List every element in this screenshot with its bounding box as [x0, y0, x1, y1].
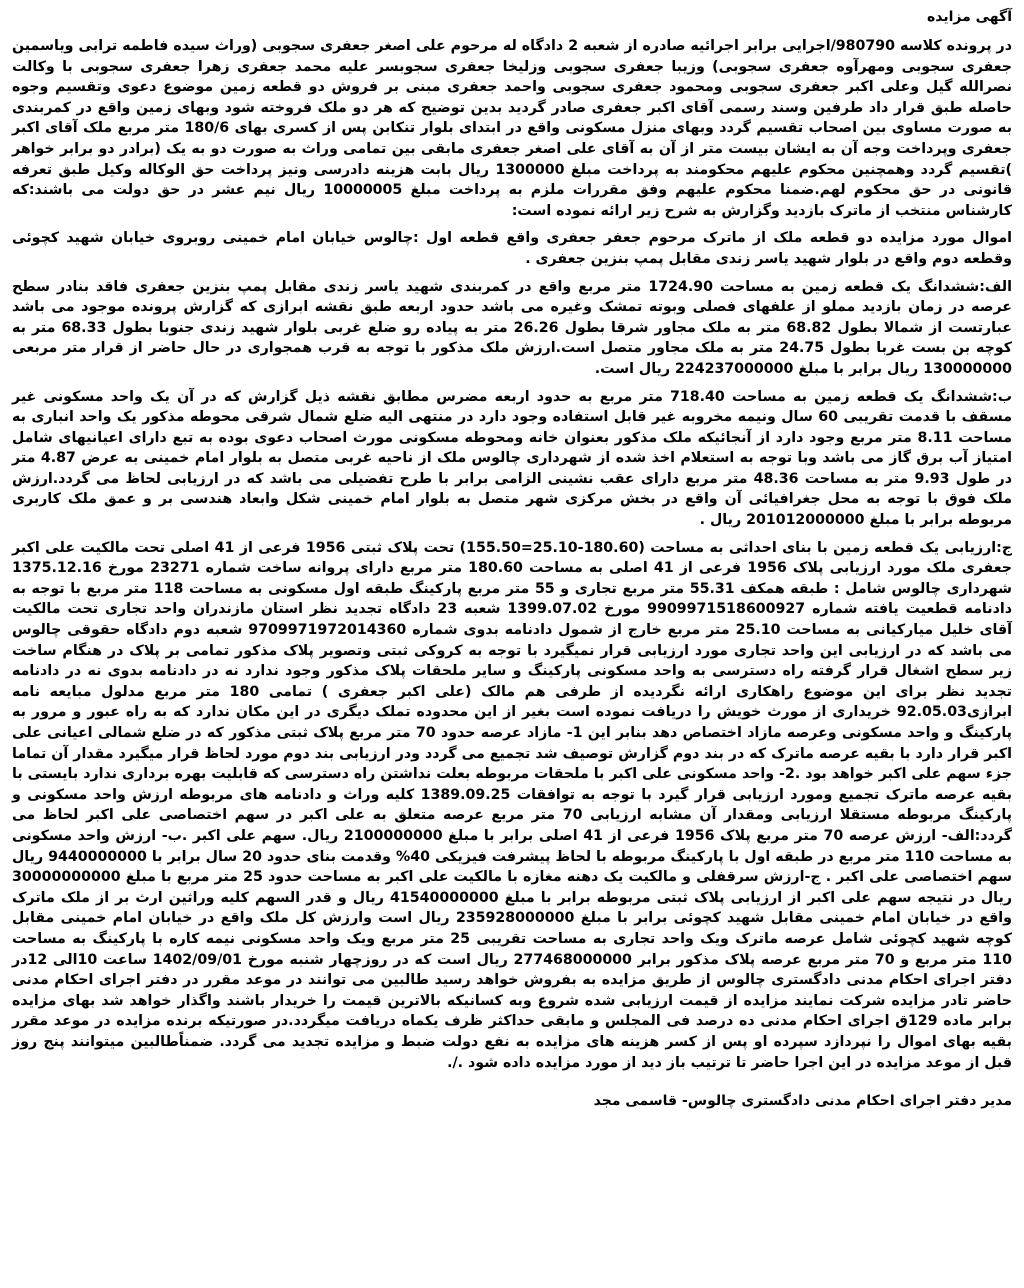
notice-paragraph-case-intro: در پرونده کلاسه 980790/اجرایی برابر اجرائیه صادره از شعبه 2 دادگاه له مرحوم علی اصغر جعفری سجوبی (وراث سیده فاطمه ترابی ویاسمین جعفری سجوبی ومهرآوه جعفری سجوبی) وزیبا جعفری سجوبی وزلیخا جعفری سجوبسر علیه محمد جعفری زهرا جعفری سجوبی با وکالت نصرالله گیل وعلی اکبر جعفری سجوبی ومحمود جعفری سجوبی واحمد جعفری مبنی بر فروش دو قطعه زمین موضوع دعوی وتقسیم وجوه حاصله طبق قرار داد طرفین وسند رسمی آقای اکبر جعفری صادر گردید بدین توضیح که هر دو ملک فروخته شود وبهای زمین واقع در کمربندی به صورت مساوی بین اصحاب تقسیم گردد وبهای منزل مسکونی واقع در ابتدای بلوار تنکابن پس از کسری بهای 180/6 متر مربع ملک آقای اکبر جعفری وپرداخت وجه آن به ایشان بیست متر از آن به آقای علی اصغر جعفری مابقی بین تمامی وراث به صورت دو به یک (برادر دو برابر خواهر )تقسیم گردد وهمچنین محکوم علیهم محکومند به پرداخت مبلغ 1300000 ریال بابت هزینه دادرسی ونیز پرداخت حق الوکاله وکیل طبق تعرفه قانونی در حق محکوم لهم.ضمنا محکوم علیهم وفق مقررات ملزم به پرداخت مبلغ 10000005 ریال نیم عشر در حق دولت می باشند:که کارشناس منتخب از ماترک بازدید وگزارش به شرح زیر ارائه نموده است:: [12, 38, 1013, 219]
notice-title: آگهی مزایده: [926, 9, 1012, 25]
notice-paragraph-item-be: ب:ششدانگ یک قطعه زمین به مساحت 718.40 متر مربع به حدود اربعه مضرس مطابق نقشه ذیل گزارش که در آن یک واحد مسکونی غیر مسقف با قدمت تقریبی 60 سال ونیمه مخروبه غیر قابل استفاده وجود دارد در منتهی الیه ضلع شمال شرقی محوطه مذکور یک واحد انباری به مساحت 8.11 متر مربع وجود دارد از آنجائیکه ملک مذکور بعنوان خانه ومحوطه مسکونی مورث اصحاب دعوی بوده به تبع دارای اعیانیهای شامل امتیاز آب برق گاز می باشد وبا توجه به استعلام اخذ شده از شهرداری چالوس ملک از ناحیه غربی متصل به بلوار امام خمینی به عرض 4.87 متر در طول 9.93 متر به مساحت 48.36 متر مربع دارای عقب نشینی الزامی برابر با طرح تفضیلی می باشد که در ارزیابی لحاظ می گردد.ارزش ملک فوق با توجه به محل جغرافیائی آن واقع در بخش مرکزی شهر متصل به بلوار امام خمینی شکل وابعاد هندسی بر و عمق ملک کاربری مربوطه برابر با مبلغ 201012000000 ریال .: [12, 388, 1013, 529]
notice-signature: مدیر دفتر اجرای احکام مدنی دادگستری چالوس- قاسمی مجد: [593, 1093, 1012, 1110]
notice-paragraph-auction-property: اموال مورد مزایده دو قطعه ملک از ماترک مرحوم جعفر جعفری واقع قطعه اول :چالوس خیابان امام خمینی روبروی خیابان شهید کچوئی وقطعه دوم واقع در بلوار شهید یاسر زندی مقابل پمپ بنزین جعفری .: [12, 230, 1012, 267]
notice-paragraph-item-alef: الف:ششدانگ یک قطعه زمین به مساحت 1724.90 متر مربع واقع در کمربندی شهید یاسر زندی مقابل پمپ بنزین جعفری فاقد بنادر سطح عرصه در زمان بازدید مملو از علفهای فصلی وبوته تمشک وغیره می باشد حدود اربعه طبق نقشه ابرازی که گزارش پرونده موجود می باشد عبارتست از شمالا بطول 68.82 متر به ملک مجاور شرقا بطول 26.26 متر به پیاده رو ضلع غربی بلوار شهید زندی جنوبا بطول 68.33 متر به کوچه بن بست غربا بطول 24.75 متر به ملک مجاور متصل است.ارزش ملک مذکور با توجه به قرب همجواری در حال حاضر از قرار متر مربعی 130000000 ریال برابر با مبلغ 224237000000 ریال است.: [12, 278, 1012, 377]
notice-paragraph-item-jim: ج:ارزیابی یک قطعه زمین با بنای احداثی به مساحت (180.60-25.10=155.50) تحت پلاک ثبتی 1956 فرعی از 41 اصلی تحت مالکیت علی اکبر جعفری ملک مورد ارزیابی پلاک 1956 فرعی از 41 اصلی به مساحت 180.60 متر مربع دارای پروانه ساخت شماره 23271 مورخ 1375.12.16 شهرداری چالوس شامل : طبقه همکف 55.31 متر مربع تجاری و 55 متر مربع پارکینگ طبقه اول مسکونی به مساحت 118 متر مربع با توجه به دادنامه قطعیت یافته شماره 9909971518600927 مورخ 1399.07.02 شعبه 23 دادگاه تجدید نظر استان مازندران واحد تجاری تحت مالکیت آقای خلیل میارکیانی به مساحت 25.10 متر مربع خارج از شمول دادنامه بدوی شماره 9709971972014360 شعبه دوم دادگاه حقوقی چالوس می باشد که در ارزیابی این واحد تجاری مورد ارزیابی قرار نمیگیرد با توجه به کروکی ثبتی وتصویر پلاک مذکور تمامی بر پلاک در هنگام ساخت زیر سطح اشغال قرار گرفته راه دسترسی به واحد مسکونی پارکینگ و سایر ملحقات پلاک مذکور وجود ندارد نه در دادنامه بدوی نه در دادنامه تجدید نظر برای این موضوع راهکاری ارائه نگردیده از طرفی هم مالک (علی اکبر جعفری ) تمامی 180 متر مربع مدلول مبایعه نامه ابرازی92.05.03 خریداری از مورث خویش را دریافت نموده است بغیر از این محدوده تملک دیگری در این مکان ندارد که به راه عبور و مرور به پارکینگ و واحد مسکونی وعرصه مازاد اختصاص دهد بنابر این 1- مازاد عرصه حدود 70 متر مربع پلاک ثبتی مذکور که در ضلع شمالی اعیانی علی اکبر قرار دارد با بقیه عرصه ماترک که در بند دوم گزارش توصیف شد تجمیع می گردد ودر ارزیابی بند دوم مورد لحاظ قرار میگیرد مقدار آن تماما جزء سهم علی اکبر خواهد بود .2- واحد مسکونی علی اکبر با ملحقات مربوطه بعلت نداشتن راه دسترسی که قابلیت بهره برداری ندارد بایستی با بقیه عرصه ماترک تجمیع ومورد ارزیابی قرار گیرد با توجه به توافقات 1389.09.25 کلیه وراث و دادنامه های مربوطه ارزش واحد مسکونی و پارکینگ مربوطه مستقلا ارزیابی ومقدار آن مشابه ارزیابی 70 متر مربع عرصه متعلق به علی اکبر در سهم اختصاصی علی اکبر لحاظ می گردد:الف- ارزش عرصه 70 متر مربع پلاک 1956 فرعی از 41 اصلی برابر با مبلغ 2100000000 ریال. سهم علی اکبر .ب- ارزش واحد مسکونی به مساحت 110 متر مربع در طبقه اول با پارکینگ مربوطه با لحاظ پیشرفت فیزیکی 40% وقدمت بنای حدود 20 سال برابر با 9440000000 ریال سهم اختصاصی علی اکبر . ج-ارزش سرقفلی و مالکیت یک دهنه مغازه با مالکیت علی اکبر به مساحت حدود 25 متر مربع با مبلغ 30000000000 ریال در نتیجه سهم علی اکبر از ارزیابی پلاک ثبتی مربوطه برابر با مبلغ 41540000000 ریال و قدر السهم کلیه وراثین ارث بر از ملک ماترک واقع در خیابان امام خمینی مقابل شهید کچوئی برابر با مبلغ 235928000000 ریال است وارزش کل ملک واقع در خیابان امام خمینی مقابل کوچه شهید کچوئی شامل عرصه ماترک ویک واحد تجاری به مساحت تقریبی 25 متر مربع ویک واحد مسکونی نیمه کاره با پارکینگ به مساحت 110 متر مربع و 70 متر مربع عرصه پلاک مذکور برابر 277468000000 ریال است که در روزچهار شنبه مورخ 1402/09/01 ساعت 10الی 12در دفتر اجرای احکام مدنی دادگستری چالوس از طریق مزایده به بفروش خواهد رسید طالبین می توانند در موعد مقرر در دفتر اجرای احکام مدنی حاضر تادر مزایده شرکت نمایند مزایده از قیمت ارزیابی شده شروع وبه کسانیکه بالاترین قیمت را خریدار باشند واگذار خواهد شد بهای مزایده برابر ماده 129ق اجرای احکام مدنی ده درصد فی المجلس و مابقی حداکثر ظرف یکماه دریافت میگردد.در صورتیکه برنده مزایده در موعد مقرر بقیه بهای اموال را نپردازد سپرده او پس از کسر هزینه های مزایده به نفع دولت ضبط و مزایده تجدید می گردد. ضمناًطالبین میتوانند پنج روز قبل از موعد مزایده در این اجرا حاضر تا ترتیب باز دید از مورد مزایده داده شود ./.: [12, 539, 1013, 1071]
